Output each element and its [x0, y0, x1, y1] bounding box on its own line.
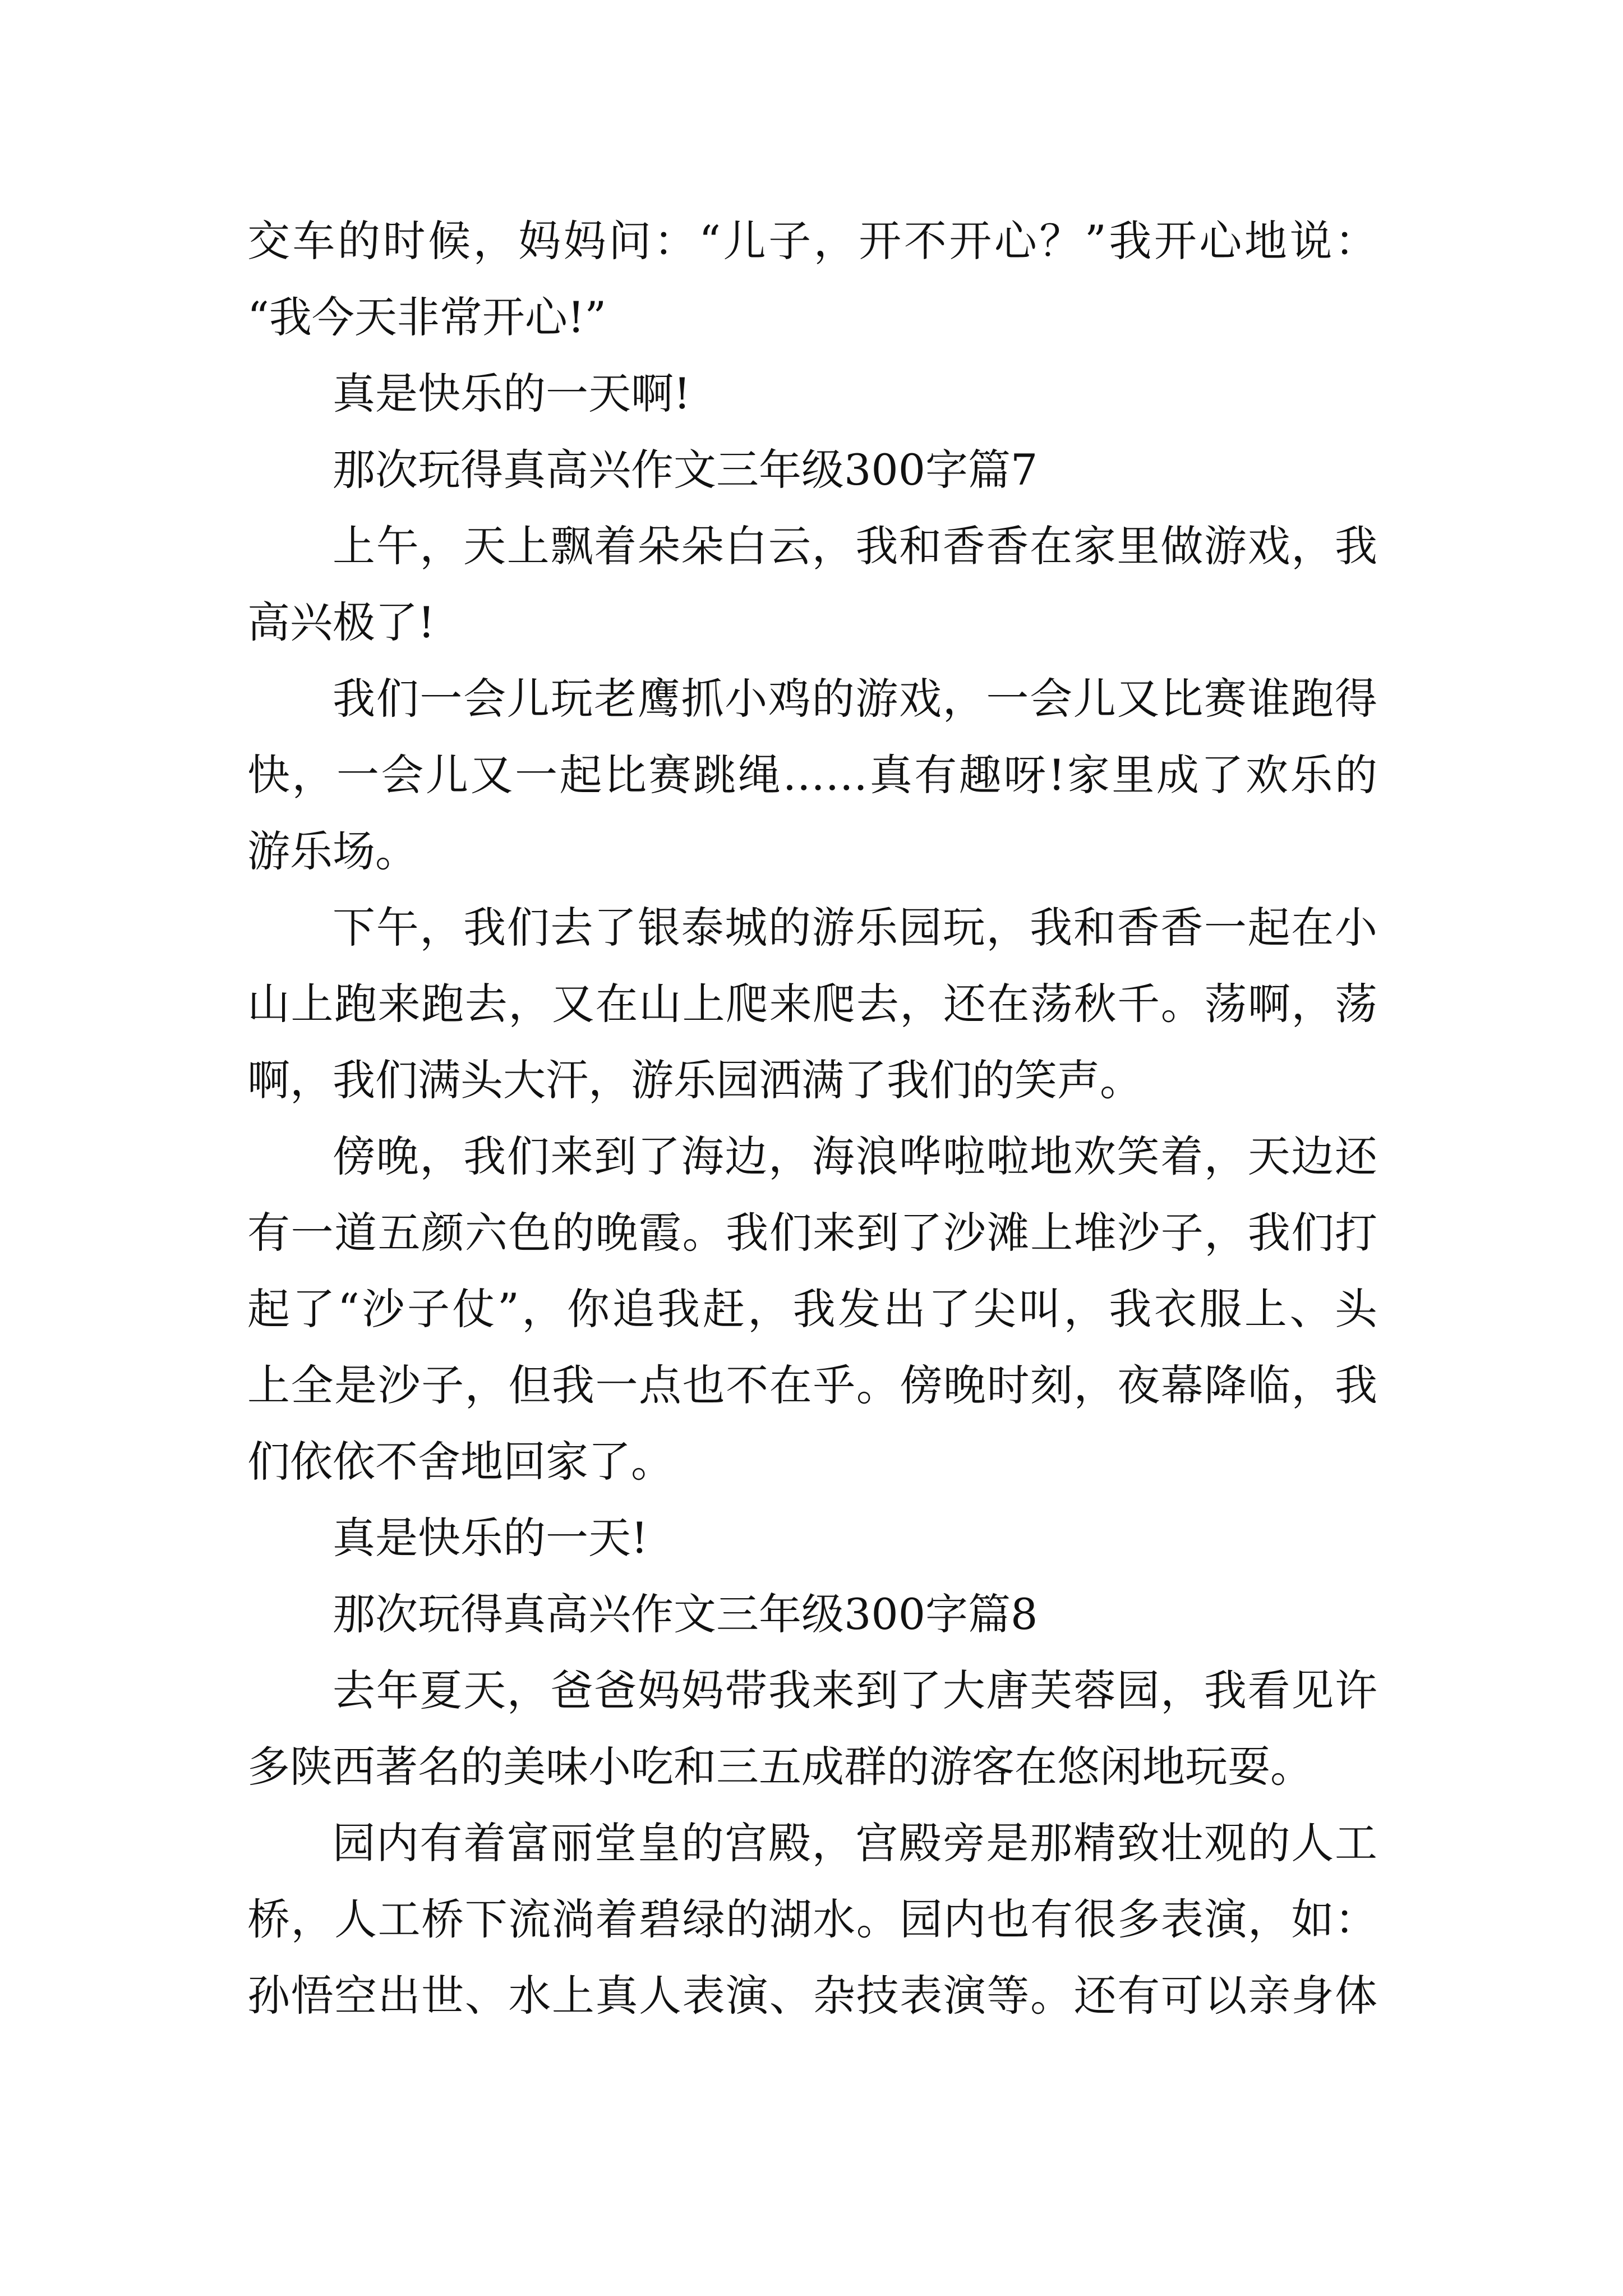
paragraph-line: 们依依不舍地回家了。 — [247, 1437, 674, 1487]
paragraph-line: 上全是沙子，但我一点也不在乎。傍晚时刻，夜幕降临，我 — [247, 1360, 1377, 1410]
paragraph-line: 山上跑来跑去，又在山上爬来爬去，还在荡秋千。荡啊，荡 — [247, 979, 1377, 1029]
section-heading: 那次玩得真高兴作文三年级300字篇7 — [333, 445, 1038, 495]
paragraph-line: 傍晚，我们来到了海边，海浪哗啦啦地欢笑着，天边还 — [333, 1131, 1377, 1181]
paragraph-line: 有一道五颜六色的晚霞。我们来到了沙滩上堆沙子，我们打 — [247, 1208, 1377, 1258]
essay-text — [247, 203, 1377, 2034]
paragraph-line: 园内有着富丽堂皇的宫殿，宫殿旁是那精致壮观的人工 — [333, 1818, 1377, 1868]
paragraph-line: 真是快乐的一天! — [333, 1513, 648, 1563]
paragraph-line: 去年夏天，爸爸妈妈带我来到了大唐芙蓉园，我看见许 — [333, 1665, 1377, 1715]
paragraph-line: 啊，我们满头大汗，游乐园洒满了我们的笑声。 — [247, 1055, 1142, 1105]
paragraph-line: 真是快乐的一天啊! — [333, 369, 691, 418]
paragraph-line: “我今天非常开心!” — [247, 292, 607, 342]
paragraph-line: 桥，人工桥下流淌着碧绿的湖水。园内也有很多表演，如： — [247, 1894, 1377, 1944]
paragraph-line: 游乐场。 — [247, 826, 418, 876]
paragraph-line: 交车的时候，妈妈问：“儿子，开不开心？”我开心地说： — [247, 216, 1377, 266]
paragraph-line: 我们一会儿玩老鹰抓小鸡的游戏，一会儿又比赛谁跑得 — [333, 674, 1377, 724]
paragraph-line: 孙悟空出世、水上真人表演、杂技表演等。还有可以亲身体 — [247, 1971, 1377, 2021]
section-heading: 那次玩得真高兴作文三年级300字篇8 — [333, 1589, 1038, 1639]
paragraph-line: 起了“沙子仗”，你追我赶，我发出了尖叫，我衣服上、头 — [247, 1284, 1377, 1334]
paragraph-line: 下午，我们去了银泰城的游乐园玩，我和香香一起在小 — [333, 903, 1377, 953]
paragraph-line: 多陕西著名的美味小吃和三五成群的游客在悠闲地玩耍。 — [247, 1742, 1313, 1792]
paragraph-line: 上午，天上飘着朵朵白云，我和香香在家里做游戏，我 — [333, 521, 1377, 571]
paragraph-line: 高兴极了! — [247, 597, 435, 647]
paragraph-line: 快，一会儿又一起比赛跳绳……真有趣呀!家里成了欢乐的 — [247, 750, 1377, 800]
